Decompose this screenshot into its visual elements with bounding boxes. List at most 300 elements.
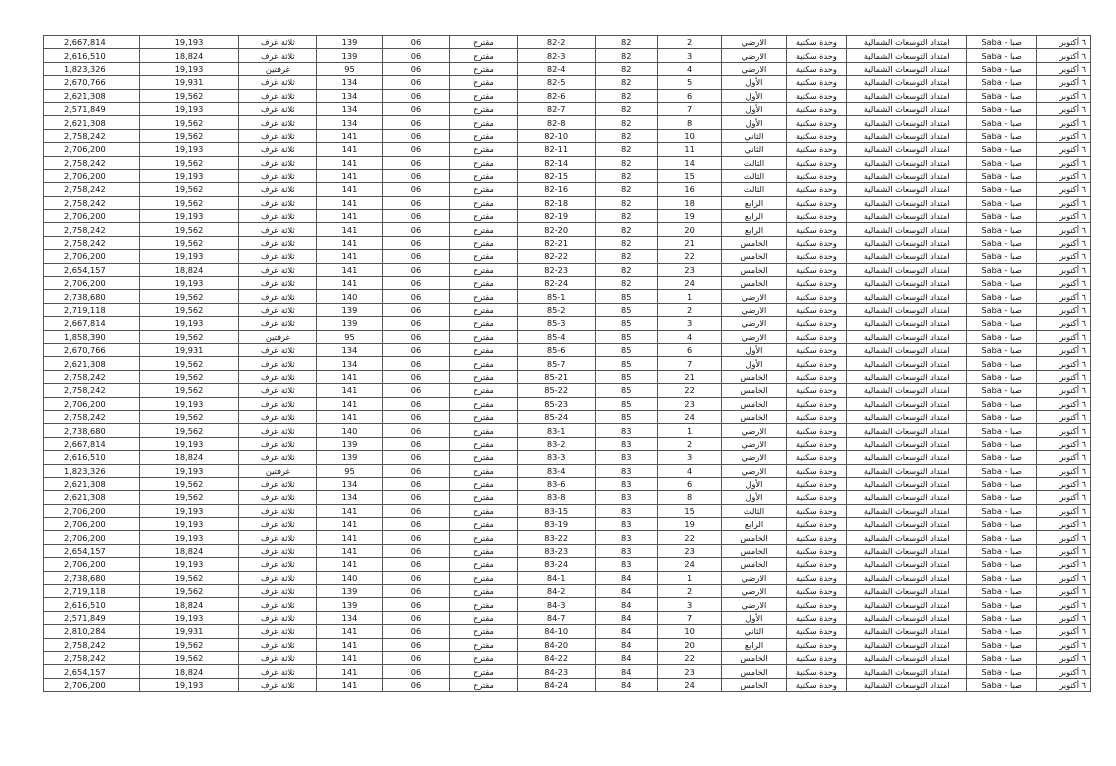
cell-unit-type: وحدة سكنية	[786, 143, 846, 156]
cell-unit-code: 83-1	[517, 424, 595, 437]
cell-area: 141	[317, 196, 382, 209]
cell-status: مقترح	[450, 89, 518, 102]
cell-building: 83	[595, 477, 657, 490]
cell-city: ٦ أكتوبر	[1037, 129, 1091, 142]
cell-unit-code: 84-1	[517, 571, 595, 584]
cell-unit-code: 82-3	[517, 49, 595, 62]
table-row	[44, 424, 1091, 437]
cell-floor: الثالث	[722, 169, 786, 182]
table-row	[44, 343, 1091, 356]
table-row	[44, 558, 1091, 571]
table-row	[44, 464, 1091, 477]
cell-project: صبا - Saba	[967, 250, 1037, 263]
cell-unit-code: 82-2	[517, 36, 595, 49]
cell-price: 2,758,242	[44, 196, 140, 209]
cell-rooms: ثلاثة غرف	[239, 424, 317, 437]
cell-unit-no: 23	[657, 263, 721, 276]
cell-unit-type: وحدة سكنية	[786, 183, 846, 196]
cell-price: 2,621,308	[44, 357, 140, 370]
cell-building: 83	[595, 437, 657, 450]
cell-floor: الرابع	[722, 223, 786, 236]
table-row	[44, 585, 1091, 598]
cell-unit-code: 85-2	[517, 303, 595, 316]
cell-price: 2,621,308	[44, 89, 140, 102]
cell-model: امتداد التوسعات الشمالية	[846, 156, 966, 169]
cell-city: ٦ أكتوبر	[1037, 357, 1091, 370]
table-row	[44, 384, 1091, 397]
table-row	[44, 156, 1091, 169]
cell-price: 2,706,200	[44, 518, 140, 531]
cell-area: 141	[317, 263, 382, 276]
cell-project: صبا - Saba	[967, 504, 1037, 517]
table-row	[44, 210, 1091, 223]
cell-building: 84	[595, 611, 657, 624]
cell-unit-code: 82-8	[517, 116, 595, 129]
cell-unit-type: وحدة سكنية	[786, 531, 846, 544]
cell-unit-type: وحدة سكنية	[786, 277, 846, 290]
cell-floor: الخامس	[722, 397, 786, 410]
cell-unit-no: 8	[657, 116, 721, 129]
cell-unit-no: 23	[657, 544, 721, 557]
cell-floor: الارضي	[722, 330, 786, 343]
cell-area: 141	[317, 665, 382, 678]
cell-project: صبا - Saba	[967, 665, 1037, 678]
cell-floor: الخامس	[722, 678, 786, 691]
cell-building: 85	[595, 303, 657, 316]
cell-unit-code: 84-23	[517, 665, 595, 678]
cell-status: مقترح	[450, 638, 518, 651]
cell-building: 85	[595, 370, 657, 383]
cell-area: 141	[317, 210, 382, 223]
cell-floor: الثالث	[722, 183, 786, 196]
cell-area: 139	[317, 317, 382, 330]
cell-area: 95	[317, 330, 382, 343]
cell-city: ٦ أكتوبر	[1037, 397, 1091, 410]
cell-building: 82	[595, 236, 657, 249]
cell-status: مقترح	[450, 76, 518, 89]
cell-project: صبا - Saba	[967, 651, 1037, 664]
cell-building: 84	[595, 625, 657, 638]
cell-project: صبا - Saba	[967, 343, 1037, 356]
cell-unit-type: وحدة سكنية	[786, 343, 846, 356]
cell-area: 141	[317, 250, 382, 263]
cell-rooms: ثلاثة غرف	[239, 76, 317, 89]
cell-unit-code: 85-3	[517, 317, 595, 330]
cell-rooms: ثلاثة غرف	[239, 625, 317, 638]
cell-installment: 19,562	[139, 357, 239, 370]
cell-floor: الخامس	[722, 651, 786, 664]
cell-city: ٦ أكتوبر	[1037, 638, 1091, 651]
cell-unit-no: 24	[657, 678, 721, 691]
cell-rooms: ثلاثة غرف	[239, 183, 317, 196]
cell-rooms: ثلاثة غرف	[239, 397, 317, 410]
cell-rooms: ثلاثة غرف	[239, 169, 317, 182]
cell-floor: الارضي	[722, 317, 786, 330]
cell-city: ٦ أكتوبر	[1037, 410, 1091, 423]
cell-model: امتداد التوسعات الشمالية	[846, 129, 966, 142]
table-row	[44, 504, 1091, 517]
cell-project: صبا - Saba	[967, 410, 1037, 423]
cell-installment: 19,193	[139, 678, 239, 691]
cell-project: صبا - Saba	[967, 183, 1037, 196]
cell-installment: 19,562	[139, 89, 239, 102]
cell-unit-type: وحدة سكنية	[786, 102, 846, 115]
cell-floor: الرابع	[722, 196, 786, 209]
cell-phase: 06	[382, 169, 450, 182]
cell-model: امتداد التوسعات الشمالية	[846, 491, 966, 504]
cell-installment: 19,562	[139, 129, 239, 142]
table-row	[44, 36, 1091, 49]
cell-unit-type: وحدة سكنية	[786, 598, 846, 611]
cell-area: 140	[317, 424, 382, 437]
cell-unit-code: 85-6	[517, 343, 595, 356]
cell-price: 2,738,680	[44, 571, 140, 584]
table-row	[44, 518, 1091, 531]
cell-phase: 06	[382, 49, 450, 62]
table-row	[44, 62, 1091, 75]
cell-area: 139	[317, 451, 382, 464]
cell-price: 2,621,308	[44, 491, 140, 504]
cell-rooms: ثلاثة غرف	[239, 384, 317, 397]
cell-status: مقترح	[450, 236, 518, 249]
cell-unit-code: 82-11	[517, 143, 595, 156]
cell-model: امتداد التوسعات الشمالية	[846, 116, 966, 129]
cell-project: صبا - Saba	[967, 598, 1037, 611]
cell-price: 1,823,326	[44, 464, 140, 477]
cell-rooms: ثلاثة غرف	[239, 129, 317, 142]
cell-unit-code: 83-22	[517, 531, 595, 544]
cell-status: مقترح	[450, 330, 518, 343]
cell-unit-no: 23	[657, 397, 721, 410]
cell-unit-code: 82-7	[517, 102, 595, 115]
cell-floor: الخامس	[722, 370, 786, 383]
cell-installment: 19,193	[139, 504, 239, 517]
cell-unit-no: 1	[657, 571, 721, 584]
cell-status: مقترح	[450, 303, 518, 316]
cell-unit-code: 82-16	[517, 183, 595, 196]
cell-building: 84	[595, 638, 657, 651]
cell-status: مقترح	[450, 424, 518, 437]
cell-status: مقترح	[450, 410, 518, 423]
cell-floor: الثالث	[722, 156, 786, 169]
cell-project: صبا - Saba	[967, 89, 1037, 102]
cell-installment: 18,824	[139, 665, 239, 678]
cell-model: امتداد التوسعات الشمالية	[846, 451, 966, 464]
cell-city: ٦ أكتوبر	[1037, 223, 1091, 236]
cell-model: امتداد التوسعات الشمالية	[846, 651, 966, 664]
cell-price: 2,706,200	[44, 250, 140, 263]
cell-price: 2,706,200	[44, 558, 140, 571]
cell-building: 83	[595, 451, 657, 464]
cell-model: امتداد التوسعات الشمالية	[846, 638, 966, 651]
cell-unit-no: 3	[657, 49, 721, 62]
cell-floor: الأول	[722, 357, 786, 370]
table-row	[44, 531, 1091, 544]
cell-unit-no: 6	[657, 343, 721, 356]
cell-unit-code: 82-18	[517, 196, 595, 209]
cell-area: 141	[317, 223, 382, 236]
cell-area: 134	[317, 611, 382, 624]
cell-unit-type: وحدة سكنية	[786, 129, 846, 142]
cell-building: 85	[595, 317, 657, 330]
cell-unit-code: 82-4	[517, 62, 595, 75]
cell-building: 84	[595, 651, 657, 664]
cell-rooms: ثلاثة غرف	[239, 102, 317, 115]
cell-city: ٦ أكتوبر	[1037, 343, 1091, 356]
cell-installment: 19,193	[139, 250, 239, 263]
cell-status: مقترح	[450, 678, 518, 691]
cell-rooms: ثلاثة غرف	[239, 518, 317, 531]
cell-floor: الخامس	[722, 250, 786, 263]
cell-rooms: ثلاثة غرف	[239, 598, 317, 611]
cell-price: 2,758,242	[44, 638, 140, 651]
cell-status: مقترح	[450, 437, 518, 450]
cell-city: ٦ أكتوبر	[1037, 370, 1091, 383]
cell-area: 141	[317, 531, 382, 544]
cell-status: مقترح	[450, 491, 518, 504]
cell-unit-code: 83-19	[517, 518, 595, 531]
cell-installment: 18,824	[139, 544, 239, 557]
cell-unit-no: 2	[657, 585, 721, 598]
cell-model: امتداد التوسعات الشمالية	[846, 36, 966, 49]
cell-unit-code: 83-2	[517, 437, 595, 450]
table-row	[44, 89, 1091, 102]
cell-unit-type: وحدة سكنية	[786, 491, 846, 504]
table-row	[44, 317, 1091, 330]
cell-model: امتداد التوسعات الشمالية	[846, 89, 966, 102]
cell-unit-code: 84-7	[517, 611, 595, 624]
cell-unit-type: وحدة سكنية	[786, 49, 846, 62]
cell-installment: 19,931	[139, 625, 239, 638]
table-row	[44, 651, 1091, 664]
cell-model: امتداد التوسعات الشمالية	[846, 343, 966, 356]
cell-price: 2,758,242	[44, 183, 140, 196]
table-row	[44, 76, 1091, 89]
cell-project: صبا - Saba	[967, 102, 1037, 115]
cell-building: 85	[595, 397, 657, 410]
cell-model: امتداد التوسعات الشمالية	[846, 571, 966, 584]
cell-unit-type: وحدة سكنية	[786, 410, 846, 423]
cell-price: 2,758,242	[44, 384, 140, 397]
cell-installment: 19,562	[139, 477, 239, 490]
cell-price: 2,616,510	[44, 598, 140, 611]
cell-project: صبا - Saba	[967, 36, 1037, 49]
cell-unit-code: 82-6	[517, 89, 595, 102]
cell-city: ٦ أكتوبر	[1037, 143, 1091, 156]
cell-building: 82	[595, 196, 657, 209]
cell-floor: الارضي	[722, 451, 786, 464]
table-row	[44, 116, 1091, 129]
cell-phase: 06	[382, 504, 450, 517]
cell-floor: الثاني	[722, 143, 786, 156]
cell-phase: 06	[382, 116, 450, 129]
cell-area: 139	[317, 49, 382, 62]
cell-floor: الخامس	[722, 665, 786, 678]
cell-phase: 06	[382, 651, 450, 664]
cell-unit-no: 20	[657, 638, 721, 651]
cell-area: 141	[317, 129, 382, 142]
cell-price: 2,621,308	[44, 477, 140, 490]
cell-unit-code: 82-20	[517, 223, 595, 236]
cell-phase: 06	[382, 370, 450, 383]
cell-unit-code: 83-23	[517, 544, 595, 557]
cell-phase: 06	[382, 263, 450, 276]
cell-installment: 19,931	[139, 343, 239, 356]
cell-phase: 06	[382, 544, 450, 557]
cell-unit-code: 85-23	[517, 397, 595, 410]
cell-status: مقترح	[450, 290, 518, 303]
cell-unit-no: 19	[657, 518, 721, 531]
cell-phase: 06	[382, 76, 450, 89]
cell-status: مقترح	[450, 477, 518, 490]
cell-unit-no: 21	[657, 370, 721, 383]
cell-unit-type: وحدة سكنية	[786, 317, 846, 330]
cell-unit-code: 84-20	[517, 638, 595, 651]
cell-unit-no: 22	[657, 531, 721, 544]
cell-city: ٦ أكتوبر	[1037, 263, 1091, 276]
cell-status: مقترح	[450, 531, 518, 544]
cell-price: 2,758,242	[44, 410, 140, 423]
cell-rooms: ثلاثة غرف	[239, 651, 317, 664]
cell-area: 141	[317, 518, 382, 531]
cell-phase: 06	[382, 571, 450, 584]
cell-status: مقترح	[450, 397, 518, 410]
cell-building: 82	[595, 277, 657, 290]
cell-unit-type: وحدة سكنية	[786, 544, 846, 557]
cell-unit-type: وحدة سكنية	[786, 504, 846, 517]
cell-model: امتداد التوسعات الشمالية	[846, 437, 966, 450]
cell-city: ٦ أكتوبر	[1037, 76, 1091, 89]
cell-area: 141	[317, 370, 382, 383]
cell-model: امتداد التوسعات الشمالية	[846, 210, 966, 223]
cell-unit-no: 8	[657, 491, 721, 504]
cell-building: 84	[595, 678, 657, 691]
cell-city: ٦ أكتوبر	[1037, 210, 1091, 223]
cell-building: 84	[595, 571, 657, 584]
cell-city: ٦ أكتوبر	[1037, 169, 1091, 182]
cell-rooms: غرفتين	[239, 330, 317, 343]
cell-phase: 06	[382, 290, 450, 303]
cell-project: صبا - Saba	[967, 290, 1037, 303]
cell-rooms: ثلاثة غرف	[239, 303, 317, 316]
table-row	[44, 410, 1091, 423]
cell-installment: 19,193	[139, 558, 239, 571]
cell-area: 134	[317, 116, 382, 129]
cell-rooms: ثلاثة غرف	[239, 290, 317, 303]
cell-installment: 19,562	[139, 384, 239, 397]
cell-price: 2,738,680	[44, 290, 140, 303]
cell-unit-type: وحدة سكنية	[786, 116, 846, 129]
cell-phase: 06	[382, 156, 450, 169]
cell-installment: 19,193	[139, 317, 239, 330]
cell-price: 2,667,814	[44, 317, 140, 330]
cell-unit-type: وحدة سكنية	[786, 156, 846, 169]
table-row	[44, 491, 1091, 504]
cell-unit-type: وحدة سكنية	[786, 678, 846, 691]
cell-unit-code: 85-21	[517, 370, 595, 383]
cell-installment: 19,562	[139, 651, 239, 664]
cell-installment: 19,562	[139, 571, 239, 584]
cell-status: مقترح	[450, 343, 518, 356]
cell-unit-no: 5	[657, 76, 721, 89]
cell-price: 2,758,242	[44, 156, 140, 169]
cell-project: صبا - Saba	[967, 303, 1037, 316]
cell-status: مقترح	[450, 250, 518, 263]
cell-city: ٦ أكتوبر	[1037, 116, 1091, 129]
cell-project: صبا - Saba	[967, 49, 1037, 62]
cell-installment: 19,562	[139, 183, 239, 196]
cell-city: ٦ أكتوبر	[1037, 531, 1091, 544]
table-row	[44, 357, 1091, 370]
cell-installment: 18,824	[139, 451, 239, 464]
cell-building: 85	[595, 357, 657, 370]
cell-floor: الثاني	[722, 625, 786, 638]
cell-phase: 06	[382, 518, 450, 531]
cell-installment: 19,931	[139, 76, 239, 89]
cell-phase: 06	[382, 303, 450, 316]
cell-city: ٦ أكتوبر	[1037, 250, 1091, 263]
cell-floor: الأول	[722, 76, 786, 89]
cell-project: صبا - Saba	[967, 263, 1037, 276]
cell-phase: 06	[382, 625, 450, 638]
cell-project: صبا - Saba	[967, 62, 1037, 75]
cell-city: ٦ أكتوبر	[1037, 424, 1091, 437]
cell-status: مقترح	[450, 156, 518, 169]
cell-unit-code: 85-22	[517, 384, 595, 397]
cell-installment: 18,824	[139, 263, 239, 276]
cell-unit-no: 10	[657, 625, 721, 638]
cell-rooms: ثلاثة غرف	[239, 156, 317, 169]
cell-unit-no: 7	[657, 102, 721, 115]
cell-rooms: ثلاثة غرف	[239, 143, 317, 156]
cell-area: 134	[317, 477, 382, 490]
cell-status: مقترح	[450, 36, 518, 49]
cell-unit-no: 22	[657, 250, 721, 263]
cell-unit-no: 3	[657, 598, 721, 611]
cell-rooms: ثلاثة غرف	[239, 49, 317, 62]
cell-floor: الرابع	[722, 210, 786, 223]
cell-installment: 19,193	[139, 611, 239, 624]
cell-rooms: ثلاثة غرف	[239, 236, 317, 249]
cell-unit-no: 19	[657, 210, 721, 223]
cell-unit-no: 23	[657, 665, 721, 678]
cell-floor: الارضي	[722, 424, 786, 437]
cell-project: صبا - Saba	[967, 585, 1037, 598]
table-row	[44, 223, 1091, 236]
cell-rooms: ثلاثة غرف	[239, 223, 317, 236]
cell-area: 141	[317, 625, 382, 638]
cell-area: 141	[317, 397, 382, 410]
cell-unit-type: وحدة سكنية	[786, 384, 846, 397]
cell-model: امتداد التوسعات الشمالية	[846, 223, 966, 236]
cell-phase: 06	[382, 129, 450, 142]
cell-phase: 06	[382, 451, 450, 464]
cell-rooms: ثلاثة غرف	[239, 437, 317, 450]
cell-phase: 06	[382, 210, 450, 223]
table-row	[44, 236, 1091, 249]
cell-area: 141	[317, 678, 382, 691]
cell-unit-no: 3	[657, 317, 721, 330]
cell-area: 134	[317, 102, 382, 115]
cell-area: 141	[317, 558, 382, 571]
cell-building: 82	[595, 143, 657, 156]
cell-model: امتداد التوسعات الشمالية	[846, 477, 966, 490]
cell-installment: 19,562	[139, 370, 239, 383]
cell-model: امتداد التوسعات الشمالية	[846, 290, 966, 303]
cell-unit-type: وحدة سكنية	[786, 169, 846, 182]
cell-phase: 06	[382, 638, 450, 651]
cell-model: امتداد التوسعات الشمالية	[846, 625, 966, 638]
